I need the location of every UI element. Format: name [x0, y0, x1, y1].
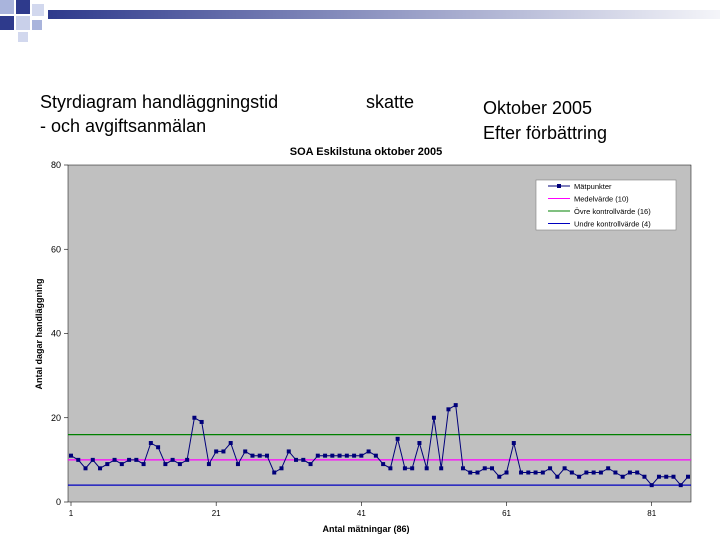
- data-point: [570, 471, 574, 475]
- data-point: [287, 449, 291, 453]
- data-point: [635, 471, 639, 475]
- data-point: [272, 471, 276, 475]
- data-point: [519, 471, 523, 475]
- data-point: [664, 475, 668, 479]
- data-point: [243, 449, 247, 453]
- data-point: [563, 466, 567, 470]
- data-point: [301, 458, 305, 462]
- y-tick-label: 20: [50, 412, 61, 423]
- data-point: [439, 466, 443, 470]
- data-point: [250, 454, 254, 458]
- data-point: [642, 475, 646, 479]
- data-point: [468, 471, 472, 475]
- data-point: [76, 458, 80, 462]
- legend-label-0: Mätpunkter: [574, 182, 612, 191]
- data-point: [446, 407, 450, 411]
- data-point: [584, 471, 588, 475]
- y-tick-label: 0: [55, 497, 61, 507]
- data-point: [98, 466, 102, 470]
- data-point: [113, 458, 117, 462]
- slide-title-line1: Styrdiagram handläggningstid: [40, 92, 279, 112]
- data-point: [265, 454, 269, 458]
- data-point: [120, 462, 124, 466]
- data-point: [606, 466, 610, 470]
- data-point: [613, 471, 617, 475]
- data-point: [671, 475, 675, 479]
- data-point: [134, 458, 138, 462]
- x-tick-label: 81: [647, 509, 657, 518]
- data-point: [577, 475, 581, 479]
- y-axis-label: Antal dagar handläggning: [34, 278, 44, 390]
- x-tick-label: 41: [356, 509, 366, 518]
- data-point: [323, 454, 327, 458]
- data-point: [555, 475, 559, 479]
- data-point: [236, 462, 240, 466]
- data-point: [381, 462, 385, 466]
- data-point: [149, 441, 153, 445]
- x-tick-label: 61: [502, 509, 511, 518]
- data-point: [548, 466, 552, 470]
- data-point: [599, 471, 603, 475]
- data-point: [461, 466, 465, 470]
- data-point: [403, 466, 407, 470]
- slide-subject: skatte: [366, 92, 415, 112]
- data-point: [425, 466, 429, 470]
- data-point: [592, 471, 596, 475]
- y-tick-label: 60: [50, 244, 61, 255]
- data-point: [475, 471, 479, 475]
- data-point: [84, 466, 88, 470]
- data-point: [650, 483, 654, 487]
- data-point: [374, 454, 378, 458]
- data-point: [505, 471, 509, 475]
- data-point: [330, 454, 334, 458]
- slide-date-line1: Oktober 2005: [483, 98, 593, 118]
- legend-label-3: Undre kontrollvärde (4): [574, 219, 651, 229]
- data-point: [200, 420, 204, 424]
- data-point: [185, 458, 189, 462]
- data-point: [490, 466, 494, 470]
- data-point: [163, 462, 167, 466]
- slide-title-line2: - och avgiftsanmälan: [40, 116, 207, 136]
- y-tick-label: 40: [50, 328, 61, 339]
- data-point: [657, 475, 661, 479]
- legend: [536, 180, 676, 230]
- data-point: [91, 458, 95, 462]
- slide-date-line2: Efter förbättring: [483, 123, 608, 143]
- data-point: [541, 471, 545, 475]
- data-point: [432, 416, 436, 420]
- data-point: [171, 458, 175, 462]
- data-point: [142, 462, 146, 466]
- data-point: [621, 475, 625, 479]
- data-point: [127, 458, 131, 462]
- data-point: [192, 416, 196, 420]
- data-point: [105, 462, 109, 466]
- data-point: [316, 454, 320, 458]
- x-tick-label: 1: [68, 509, 74, 518]
- legend-label-2: Övre kontrollvärde (16): [574, 207, 651, 216]
- data-point: [686, 475, 690, 479]
- data-point: [396, 437, 400, 441]
- data-point: [221, 449, 225, 453]
- data-point: [352, 454, 356, 458]
- data-point: [417, 441, 421, 445]
- data-point: [388, 466, 392, 470]
- data-point: [258, 454, 262, 458]
- legend-marker: [557, 184, 561, 188]
- chart-title: SOA Eskilstuna oktober 2005: [289, 146, 443, 158]
- data-point: [280, 466, 284, 470]
- data-point: [207, 462, 211, 466]
- data-point: [309, 462, 313, 466]
- data-point: [512, 441, 516, 445]
- y-tick-label: 80: [50, 160, 61, 170]
- data-point: [156, 445, 160, 449]
- data-point: [214, 449, 218, 453]
- data-point: [679, 483, 683, 487]
- data-point: [359, 454, 363, 458]
- data-point: [178, 462, 182, 466]
- data-point: [534, 471, 538, 475]
- data-point: [294, 458, 298, 462]
- data-point: [454, 403, 458, 407]
- legend-label-1: Medelvärde (10): [574, 194, 629, 204]
- data-point: [483, 466, 487, 470]
- data-point: [367, 449, 371, 453]
- data-point: [229, 441, 233, 445]
- data-point: [345, 454, 349, 458]
- data-point: [410, 466, 414, 470]
- data-point: [338, 454, 342, 458]
- data-point: [628, 471, 632, 475]
- data-point: [526, 471, 530, 475]
- data-point: [497, 475, 501, 479]
- x-axis-label: Antal mätningar (86): [322, 524, 410, 534]
- data-point: [69, 454, 73, 458]
- x-tick-label: 21: [211, 509, 221, 518]
